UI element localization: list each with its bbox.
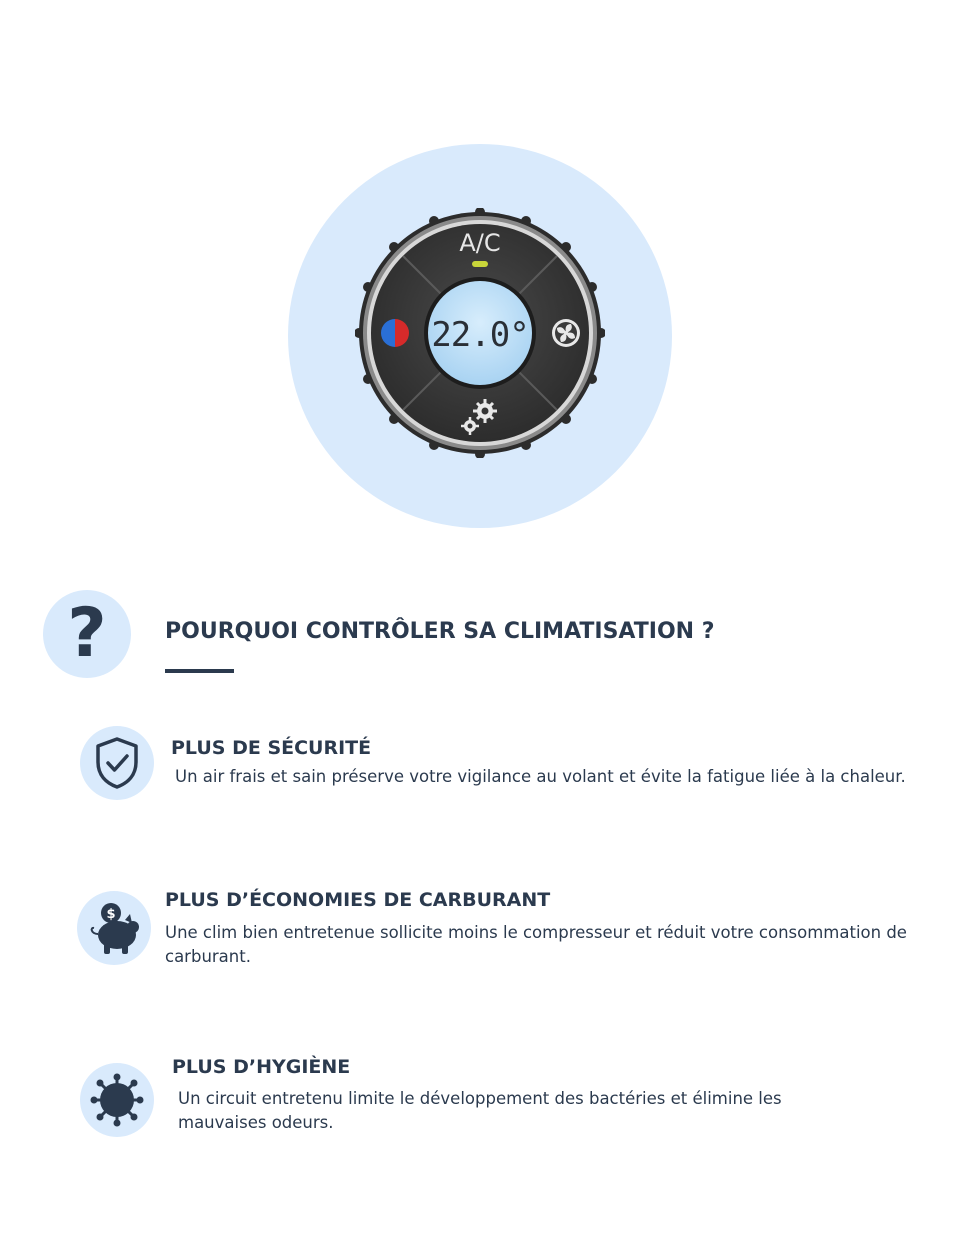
feature-text-security: Un air frais et sain préserve votre vigilance au volant et évite la fatigue liée à la chaleur. <box>175 767 906 786</box>
ac-label: A/C <box>459 229 501 257</box>
svg-text:$: $ <box>106 907 116 922</box>
virus-icon <box>80 1063 154 1137</box>
feature-text-hygiene: Un circuit entretenu limite le développement des bactéries et élimine les mauvaises odeurs. <box>178 1089 782 1132</box>
question-mark: ? <box>67 594 107 673</box>
temperature-readout: 22.0° <box>431 315 529 355</box>
ac-indicator-led <box>472 261 488 267</box>
feature-title-fuel-savings: PLUS D’ÉCONOMIES DE CARBURANT <box>165 889 551 911</box>
feature-text-fuel-savings: Une clim bien entretenue sollicite moins le compresseur et réduit votre consommation de carburant. <box>165 923 907 966</box>
piggy-bank-icon <box>77 891 151 965</box>
title-underline <box>165 669 234 673</box>
feature-title-hygiene: PLUS D’HYGIÈNE <box>172 1056 351 1078</box>
shield-check-icon <box>80 726 154 800</box>
ac-control-dial <box>355 208 605 458</box>
feature-title-security: PLUS DE SÉCURITÉ <box>171 737 372 759</box>
question-icon <box>43 590 131 678</box>
temperature-hot-cold-icon <box>381 319 409 347</box>
section-title: POURQUOI CONTRÔLER SA CLIMATISATION ? <box>165 619 715 644</box>
ac-dial-graphic <box>355 208 605 458</box>
fan-icon <box>552 319 580 347</box>
